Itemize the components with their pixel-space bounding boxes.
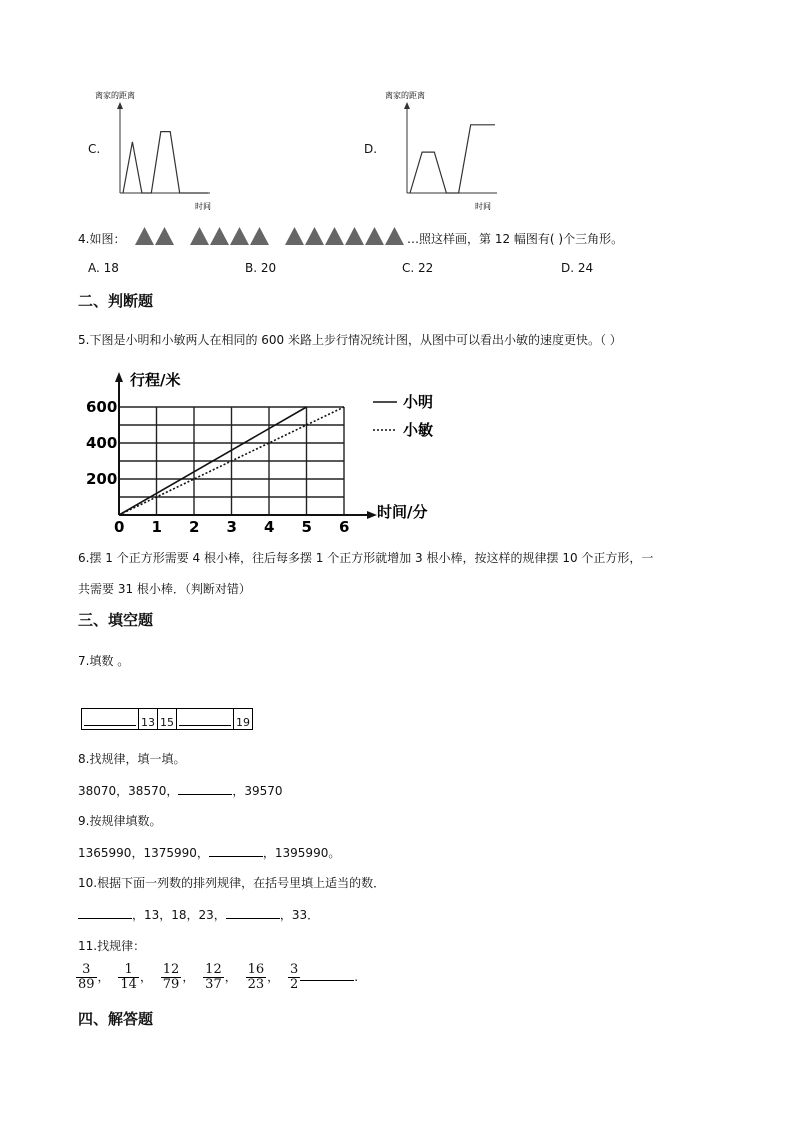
y-tick-label: 400 <box>86 434 118 452</box>
y-axis-arrow <box>115 372 123 382</box>
triangle <box>210 227 229 245</box>
q6-line1: 6.摆 1 个正方形需要 4 根小棒，往后每多摆 1 个正方形就增加 3 根小棒，按这样的规律摆 10 个正方形，一 <box>78 551 654 565</box>
triangle <box>190 227 209 245</box>
option-c-label: C. <box>88 142 101 156</box>
q7-text: 7.填数 。 <box>78 654 130 668</box>
q7-cell: 13 <box>139 709 158 730</box>
section-3-title: 三、填空题 <box>78 611 154 629</box>
x-tick-label: 3 <box>226 518 237 536</box>
option-d-xlabel: 时间 <box>475 202 491 211</box>
x-tick-label: 5 <box>301 518 312 536</box>
x-tick-label: 2 <box>189 518 200 536</box>
option-d-graph <box>382 85 512 215</box>
option-d-label: D. <box>364 142 378 156</box>
q5-text: 5.下图是小明和小敏两人在相同的 600 米路上步行情况统计图，从图中可以看出小敏的速度更快。（ ） <box>78 333 622 347</box>
fraction: $\frac{16}{23}$ <box>247 962 265 992</box>
x-tick-label: 4 <box>264 518 275 536</box>
triangle <box>305 227 324 245</box>
q4-suffix: …照这样画，第 12 幅图有( )个三角形。 <box>407 232 624 246</box>
q10-text: 10.根据下面一列数的排列规律，在括号里填上适当的数． <box>78 876 386 890</box>
triangle-pattern <box>133 226 408 248</box>
triangle <box>230 227 249 245</box>
triangle <box>345 227 364 245</box>
option-c-xlabel: 时间 <box>195 202 211 211</box>
q7-cell[interactable] <box>177 709 234 730</box>
x-tick-label: 1 <box>151 518 162 536</box>
triangle <box>325 227 344 245</box>
option-d-line <box>410 125 495 193</box>
q7-number-table <box>81 708 253 730</box>
q10-blank-1[interactable] <box>78 908 132 919</box>
option-c-ylabel: 离家的距离 <box>95 91 135 100</box>
q5-ylabel: 行程/米 <box>130 371 181 389</box>
q7-cell: 19 <box>234 709 253 730</box>
x-tick-label: 0 <box>114 518 125 536</box>
fraction: $\frac{3}{2}$ <box>289 962 299 992</box>
q10-sequence: ，13，18，23， ，33． <box>78 906 319 923</box>
y-tick-label: 600 <box>86 398 118 416</box>
q4-option-b: B. 20 <box>245 261 277 275</box>
q4-option-a: A. 18 <box>88 261 119 275</box>
triangle <box>135 227 154 245</box>
legend-label-xiaomin: 小敏 <box>403 421 434 439</box>
q11-text: 11.找规律： <box>78 939 146 953</box>
q7-cell[interactable] <box>82 709 139 730</box>
y-tick-label: 200 <box>86 470 118 488</box>
q11-fraction-row: $\frac{3}{89}$ ， $\frac{1}{14}$ ， $\frac{12}{79}$ ， $\frac{12}{37}$ ， $\frac{16}{23}$ ， $\frac{3}{2}$ . <box>78 962 359 992</box>
q5-chart <box>85 362 465 542</box>
q9-sequence: 1365990，1375990， ，1395990。 <box>78 846 341 860</box>
triangle <box>385 227 404 245</box>
q9-blank[interactable] <box>209 846 263 857</box>
q6-line2: 共需要 31 根小棒．（判断对错） <box>78 582 251 596</box>
option-c-graph <box>95 85 225 215</box>
q8-blank[interactable] <box>178 784 232 795</box>
q7-cell: 15 <box>158 709 177 730</box>
fraction: $\frac{12}{37}$ <box>205 962 222 992</box>
q8-sequence: 38070，38570， ，39570 <box>78 784 283 798</box>
triangle <box>155 227 174 245</box>
q4-option-d: D. 24 <box>561 261 594 275</box>
q8-text: 8.找规律，填一填。 <box>78 752 186 766</box>
x-axis-arrow <box>367 511 377 519</box>
q9-text: 9.按规律填数。 <box>78 814 162 828</box>
x-tick-label: 6 <box>339 518 350 536</box>
section-4-title: 四、解答题 <box>78 1010 154 1028</box>
fraction: $\frac{1}{14}$ <box>120 962 137 992</box>
q4-prefix: 4.如图： <box>78 232 126 246</box>
triangle <box>285 227 304 245</box>
option-d-ylabel: 离家的距离 <box>385 91 425 100</box>
fraction: $\frac{3}{89}$ <box>78 962 95 992</box>
triangle <box>365 227 384 245</box>
legend-label-xiaoming: 小明 <box>403 393 434 411</box>
section-2-title: 二、判断题 <box>78 292 154 310</box>
q11-blank[interactable] <box>300 970 354 981</box>
triangle <box>250 227 269 245</box>
fraction: $\frac{12}{79}$ <box>162 962 180 992</box>
q5-xlabel: 时间/分 <box>377 503 428 521</box>
q10-blank-2[interactable] <box>226 908 280 919</box>
option-c-line <box>123 132 208 193</box>
q4-option-c: C. 22 <box>402 261 434 275</box>
